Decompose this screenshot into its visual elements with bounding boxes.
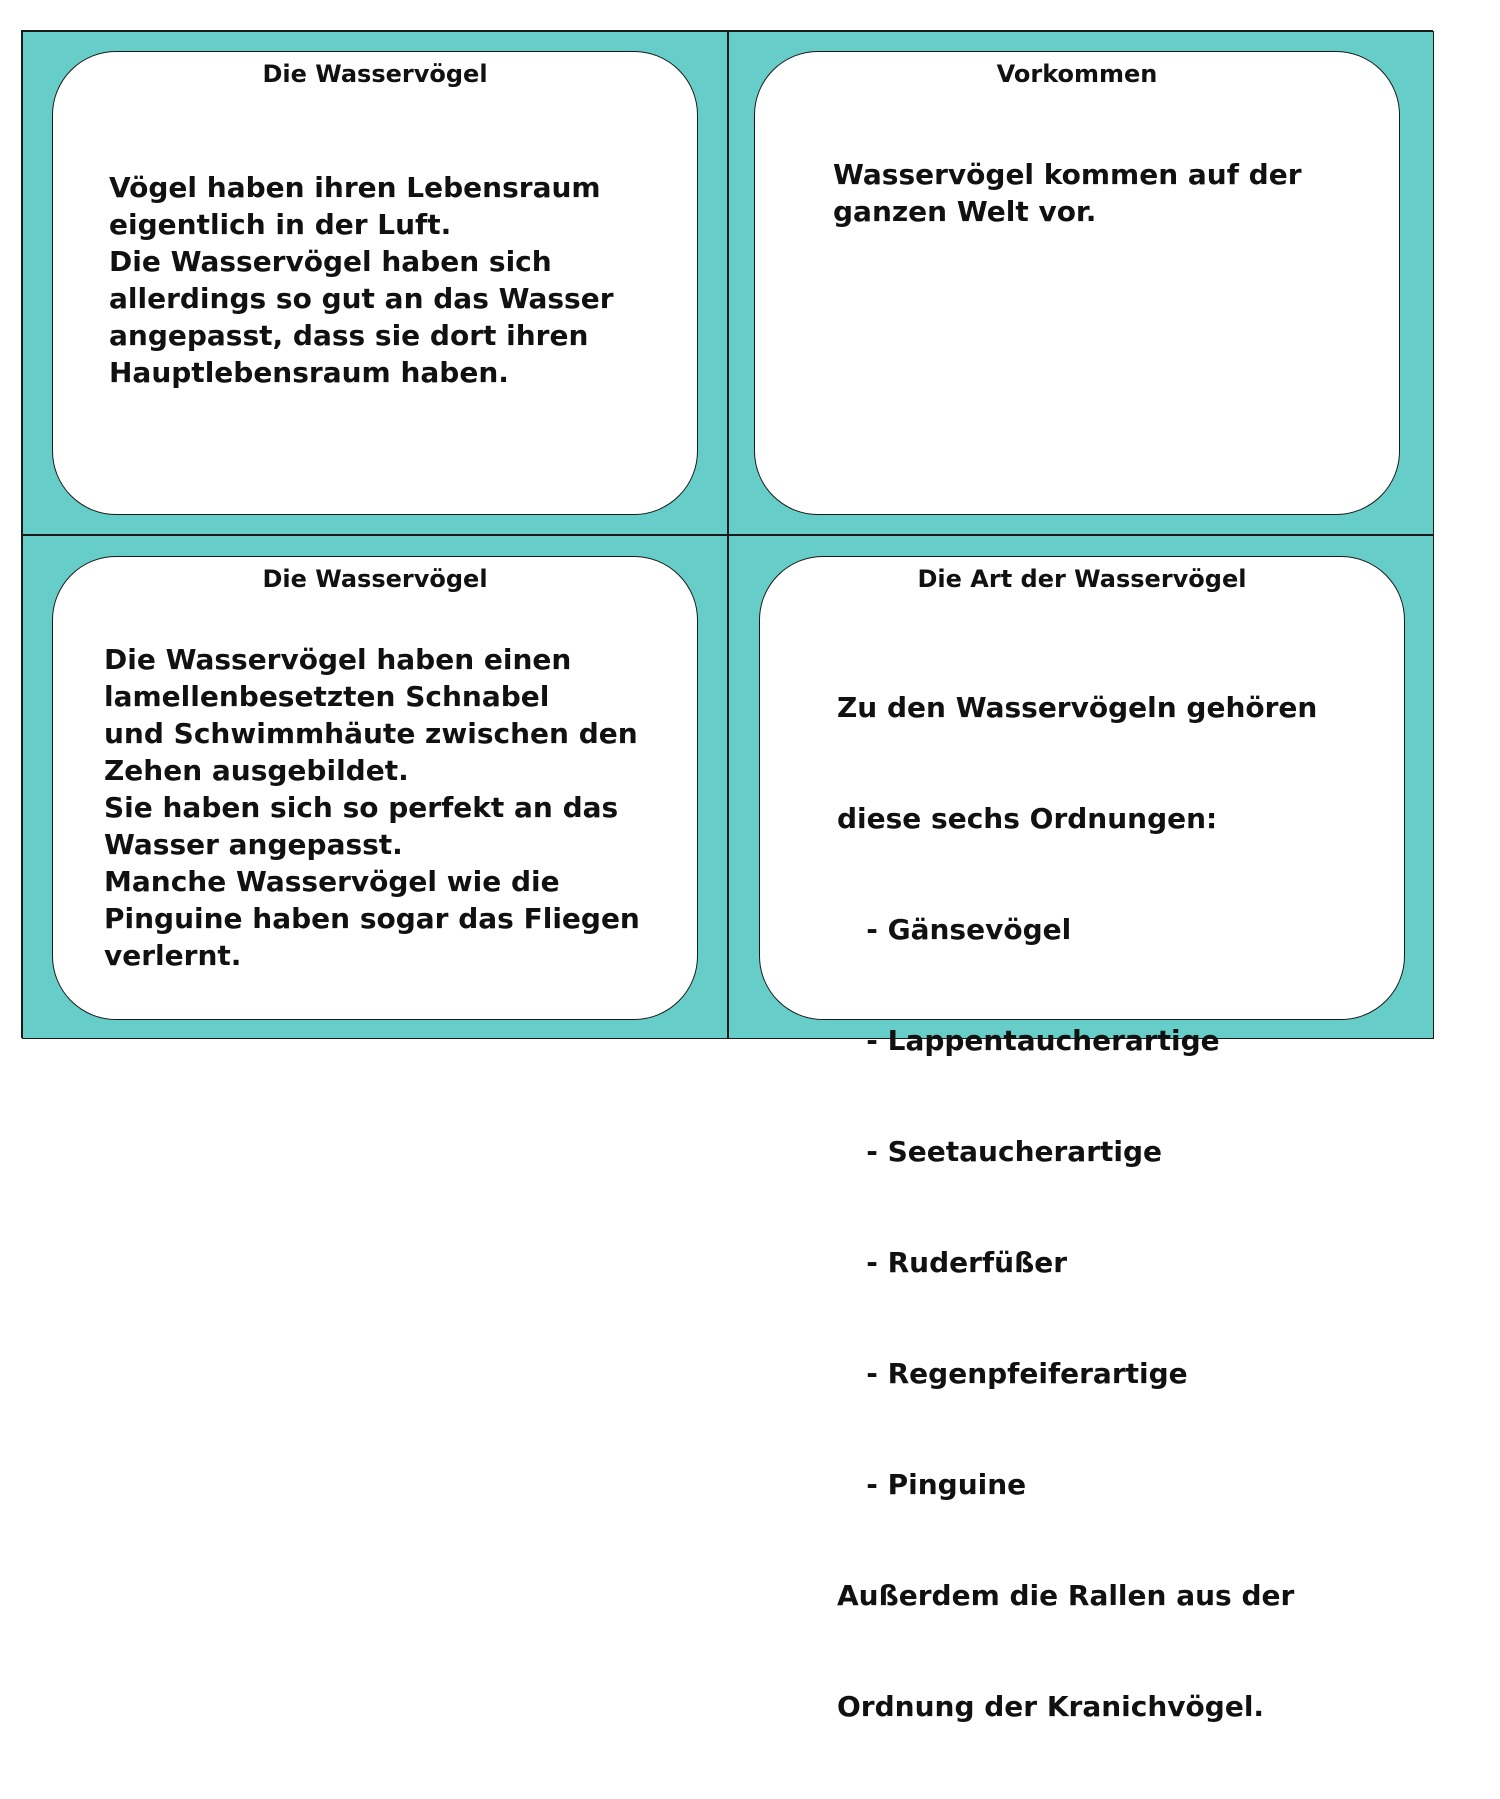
card-text-line: Zu den Wasservögeln gehören — [837, 691, 1318, 724]
card-text-line: lamellenbesetzten Schnabel — [104, 680, 550, 713]
card-text-line: und Schwimmhäute zwischen den — [104, 717, 638, 750]
card-text-line: Pinguine haben sogar das Fliegen — [104, 902, 640, 935]
card-text-line: Zehen ausgebildet. — [104, 754, 409, 787]
card-text-line: angepasst, dass sie dort ihren — [109, 319, 589, 352]
card-title: Die Wasservögel — [262, 60, 488, 88]
card-list-item: - Seetaucherartige — [837, 1135, 1163, 1168]
card-text-line: Vögel haben ihren Lebensraum — [109, 171, 601, 204]
card-text — [104, 641, 640, 974]
card-text-line: Die Wasservögel haben sich — [109, 245, 552, 278]
card-text-line: allerdings so gut an das Wasser — [109, 282, 614, 315]
card-cell-top-left — [22, 31, 728, 535]
info-card-art-der-wasservoegel — [759, 556, 1405, 1723]
info-card-wasservoegel-anpassung — [52, 556, 698, 1020]
card-text-line: Wasservögel kommen auf der — [833, 158, 1302, 191]
card-list-item: - Ruderfüßer — [837, 1246, 1068, 1279]
card-cell-top-right — [728, 31, 1434, 535]
card-cell-bottom-right — [728, 535, 1434, 1723]
info-card-vorkommen — [754, 51, 1400, 515]
card-text-line: Außerdem die Rallen aus der — [837, 1579, 1295, 1612]
info-card-wasservoegel-lebensraum — [52, 51, 698, 515]
card-list-item: - Lappentaucherartige — [837, 1024, 1220, 1057]
card-text — [833, 156, 1302, 230]
card-text-line: Manche Wasservögel wie die — [104, 865, 560, 898]
card-text-line: Wasser angepasst. — [104, 828, 403, 861]
card-text-line: diese sechs Ordnungen: — [837, 802, 1218, 835]
card-list-item: - Regenpfeiferartige — [837, 1357, 1188, 1390]
card-title: Die Art der Wasservögel — [917, 565, 1247, 593]
card-text-line: eigentlich in der Luft. — [109, 208, 452, 241]
card-text-line: ganzen Welt vor. — [833, 195, 1097, 228]
card-sheet — [21, 30, 1433, 1723]
card-list-item: - Pinguine — [837, 1468, 1027, 1501]
card-title: Die Wasservögel — [262, 565, 488, 593]
card-text-line: Ordnung der Kranichvögel. — [837, 1690, 1265, 1723]
card-text-line: verlernt. — [104, 939, 242, 972]
card-text — [109, 169, 614, 391]
card-title: Vorkommen — [996, 60, 1158, 88]
card-text-line: Hauptlebensraum haben. — [109, 356, 509, 389]
card-cell-bottom-left — [22, 535, 728, 1039]
card-list-item: - Gänsevögel — [837, 913, 1072, 946]
card-text — [837, 615, 1317, 1799]
card-text-line: Die Wasservögel haben einen — [104, 643, 572, 676]
card-text-line: Sie haben sich so perfekt an das — [104, 791, 619, 824]
